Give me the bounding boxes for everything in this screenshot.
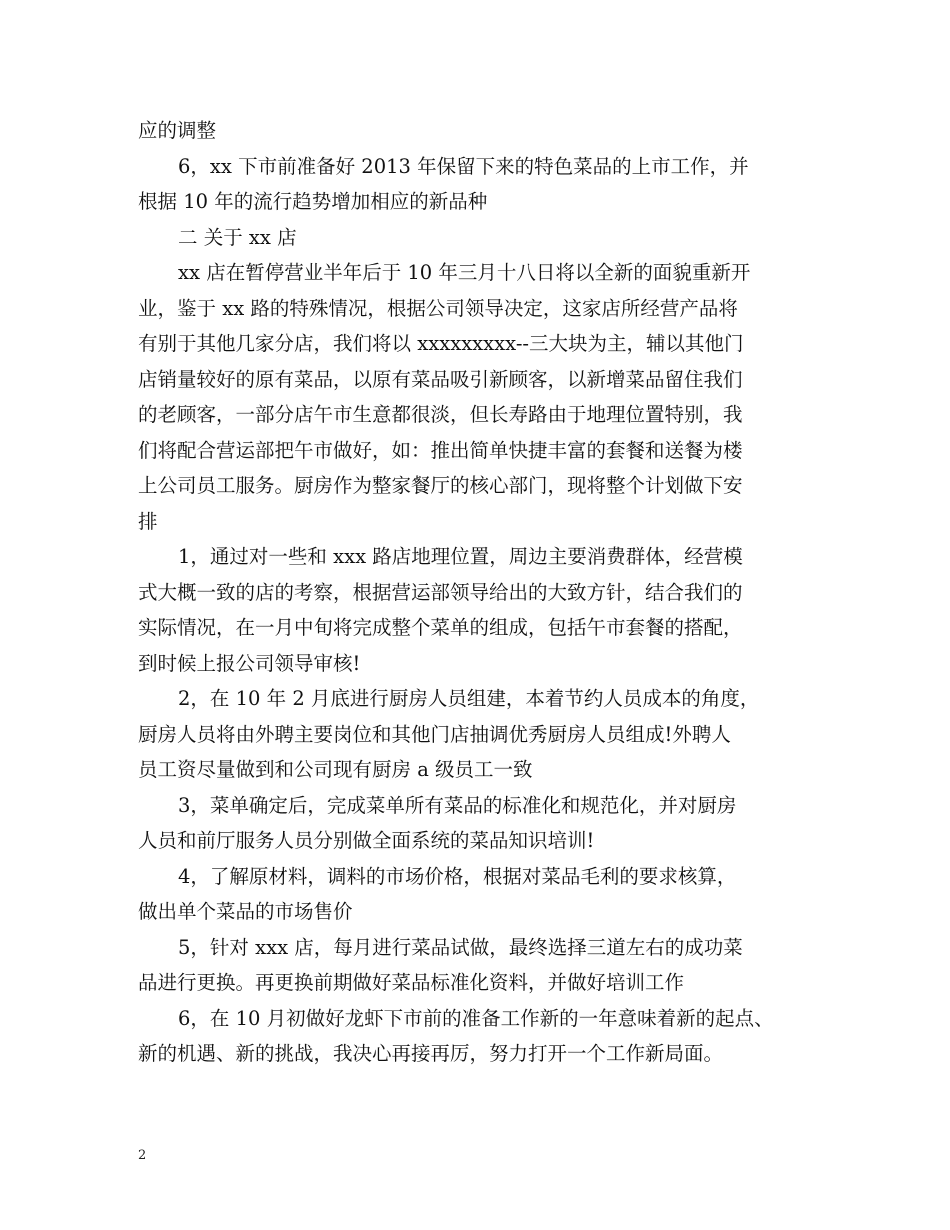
text-line: 员工资尽量做到和公司现有厨房 a 级员工一致 (138, 758, 533, 781)
text-line: 2，在 10 年 2 月底进行厨房人员组建，本着节约人员成本的角度， (178, 687, 760, 710)
text-line: 应的调整 (138, 119, 217, 142)
text-line: 3，菜单确定后，完成菜单所有菜品的标准化和规范化，并对厨房 (178, 793, 737, 817)
text-line: 6，xx 下市前准备好 2013 年保留下来的特色菜品的上市工作，并 (178, 154, 749, 178)
text-line: 实际情况，在一月中旬将完成整个菜单的组成，包括午市套餐的搭配， (138, 616, 743, 639)
text-line: 排 (138, 509, 158, 533)
document-body (138, 113, 818, 1072)
text-line: 业，鉴于 xx 路的特殊情况，根据公司领导决定，这家店所经营产品将 (138, 296, 738, 320)
section-heading: 二 关于 xx 店 (178, 225, 297, 249)
text-line: 5，针对 xxx 店，每月进行菜品试做，最终选择三道左右的成功菜 (178, 935, 743, 959)
text-line: 人员和前厅服务人员分别做全面系统的菜品知识培训! (138, 829, 595, 852)
text-line: 式大概一致的店的考察，根据营运部领导给出的大致方针，结合我们的 (138, 580, 743, 604)
text-line: 6，在 10 月初做好龙虾下市前的准备工作新的一年意味着新的起点、 (178, 1006, 774, 1030)
text-line: 的老顾客，一部分店午市生意都很淡，但长寿路由于地理位置特别，我 (138, 403, 743, 426)
text-line: 新的机遇、新的挑战，我决心再接再厉，努力打开一个工作新局面。 (138, 1042, 724, 1065)
text-line: xx 店在暂停营业半年后于 10 年三月十八日将以全新的面貌重新开 (178, 261, 751, 284)
text-line: 做出单个菜品的市场售价 (138, 900, 353, 923)
text-line: 根据 10 年的流行趋势增加相应的新品种 (138, 190, 488, 213)
text-line: 4，了解原材料，调料的市场价格，根据对菜品毛利的要求核算， (178, 864, 737, 888)
text-line: 们将配合营运部把午市做好，如：推出简单快捷丰富的套餐和送餐为楼 (138, 438, 743, 462)
text-line: 1，通过对一些和 xxx 路店地理位置，周边主要消费群体，经营模 (178, 545, 743, 568)
text-line: 上公司员工服务。厨房作为整家餐厅的核心部门，现将整个计划做下安 (138, 474, 743, 497)
text-line: 品进行更换。再更换前期做好菜品标准化资料，并做好培训工作 (138, 971, 685, 994)
page-number: 2 (138, 1148, 147, 1163)
text-line: 店销量较好的原有菜品，以原有菜品吸引新顾客，以新增菜品留住我们 (138, 367, 743, 391)
text-line: 厨房人员将由外聘主要岗位和其他门店抽调优秀厨房人员组成!外聘人 (138, 722, 731, 746)
text-line: 到时候上报公司领导审核! (138, 651, 361, 675)
text-line: 有别于其他几家分店，我们将以 xxxxxxxxx--三大块为主，辅以其他门 (138, 332, 744, 355)
